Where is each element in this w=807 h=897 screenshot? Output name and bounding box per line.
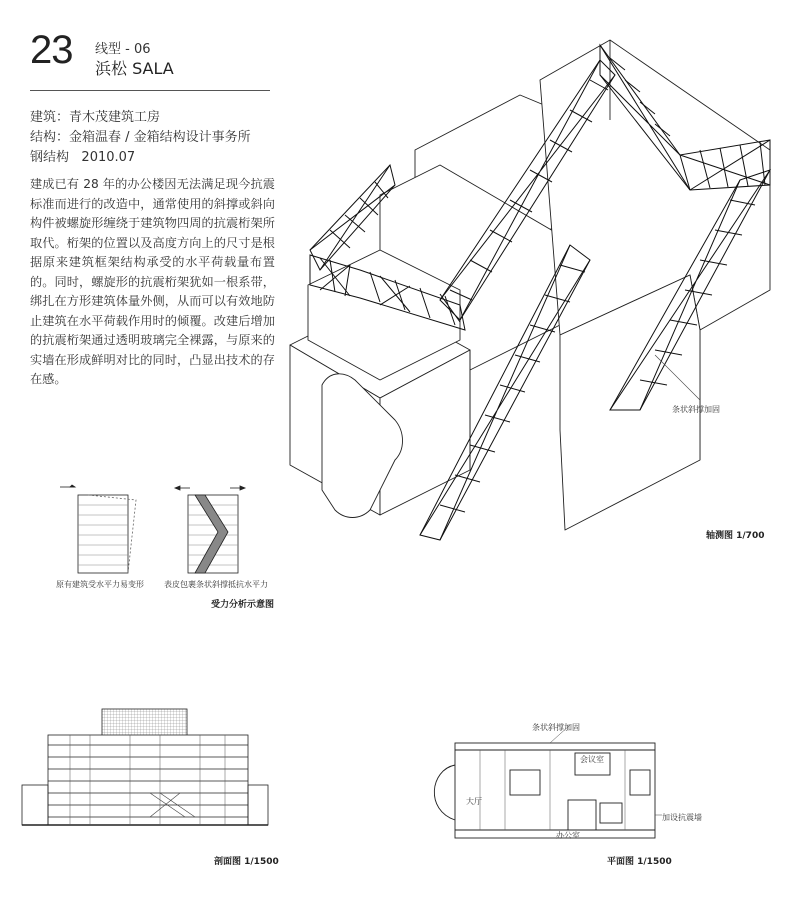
project-type: 线型 - 06	[95, 42, 151, 57]
project-number: 23	[30, 28, 73, 72]
plan-label-meeting: 会议室	[580, 755, 604, 764]
plan-label-hall: 大厅	[466, 797, 482, 806]
project-name: 浜松 SALA	[95, 59, 174, 78]
axonometric-annotation: 条状斜撑加固	[672, 405, 720, 414]
project-description: 建成已有 28 年的办公楼因无法满足现今抗震标准而进行的改造中，通常使用的斜撑或斜向构件被螺旋形缠绕于建筑物四周的抗震桁架所取代。桁架的位置以及高度方向上的尺寸是根据原来建筑框架结构承受的水平荷载量布置的。同时，螺旋形的抗震桁架犹如一根系带，绑扎在方形建筑体量外侧，从而可以有效地防止建筑在水平荷载作用时的倾覆。改建后增加的抗震桁架通过透明玻璃完全裸露，与原来的实墙在形成鲜明对比的同时，凸显出技术的存在感。	[30, 177, 275, 386]
section-caption: 剖面图 1/1500	[214, 857, 279, 867]
force-diagram-caption: 受力分析示意图	[211, 600, 275, 610]
credit-architecture: 建筑：青木茂建筑工房	[30, 110, 161, 125]
axonometric-caption: 轴测图 1/700	[706, 531, 765, 541]
section-drawing	[20, 705, 270, 835]
credit-date: 2010.07	[81, 150, 136, 165]
plan-label-office: 办公室	[556, 831, 580, 840]
credit-material: 钢结构	[30, 150, 70, 165]
credit-structure: 结构：金箱温春 / 金箱结构设计事务所	[30, 130, 251, 145]
force-diagram	[40, 480, 270, 580]
plan-caption: 平面图 1/1500	[607, 857, 672, 867]
force-left-caption: 原有建筑受水平力易变形	[56, 580, 144, 589]
plan-label-wall: 加设抗震墙	[662, 813, 702, 822]
plan-drawing	[420, 715, 680, 850]
force-right-caption: 表皮包裹条状斜撑抵抗水平力	[164, 580, 268, 589]
plan-label-brace: 条状斜撑加固	[532, 723, 580, 732]
